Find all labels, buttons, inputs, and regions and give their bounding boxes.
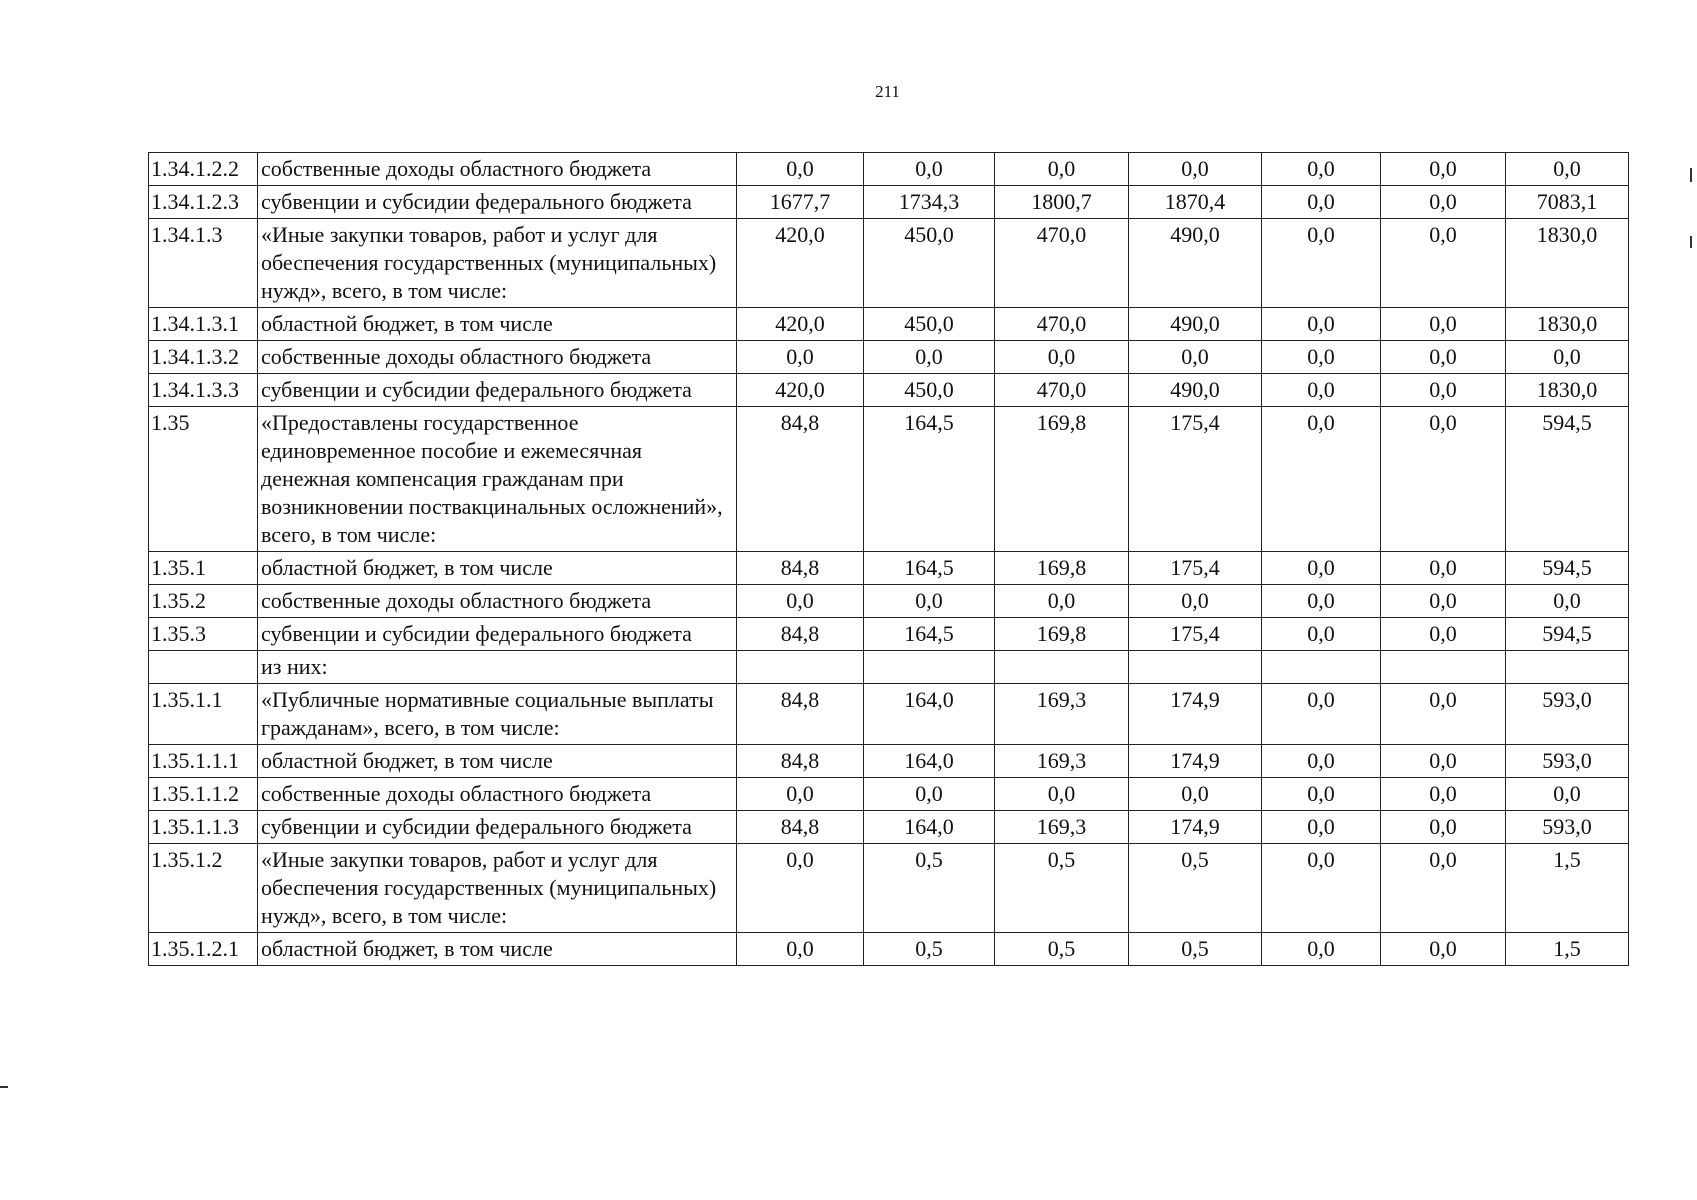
row-value-col-3: 0,5 xyxy=(995,933,1129,966)
table-row xyxy=(149,585,1629,618)
row-value-col-3: 470,0 xyxy=(995,308,1129,341)
row-value-col-1: 84,8 xyxy=(737,684,864,745)
row-value-col-1: 420,0 xyxy=(737,308,864,341)
table-row xyxy=(149,407,1629,552)
row-value-col-1: 84,8 xyxy=(737,407,864,552)
row-description: «Предоставлены государственное единовременное пособие и ежемесячная денежная компенсация гражданам при возникновении поствакцинальных осложнений», всего, в том числе: xyxy=(258,407,737,552)
row-code: 1.35.1.1 xyxy=(149,684,258,745)
row-description: областной бюджет, в том числе xyxy=(258,552,737,585)
row-value-col-6: 0,0 xyxy=(1381,552,1506,585)
row-value-col-6: 0,0 xyxy=(1381,219,1506,308)
row-value-col-7: 0,0 xyxy=(1506,153,1629,186)
row-value-col-1 xyxy=(737,651,864,684)
row-value-col-6: 0,0 xyxy=(1381,745,1506,778)
row-value-col-5 xyxy=(1262,651,1381,684)
row-value-col-2: 164,0 xyxy=(864,811,995,844)
table-row xyxy=(149,933,1629,966)
row-description: «Публичные нормативные социальные выплаты гражданам», всего, в том числе: xyxy=(258,684,737,745)
row-value-col-1: 1677,7 xyxy=(737,186,864,219)
row-value-col-2: 1734,3 xyxy=(864,186,995,219)
row-value-col-6: 0,0 xyxy=(1381,618,1506,651)
row-value-col-6: 0,0 xyxy=(1381,407,1506,552)
row-code: 1.35.1.2.1 xyxy=(149,933,258,966)
row-value-col-6: 0,0 xyxy=(1381,186,1506,219)
row-value-col-2: 0,0 xyxy=(864,585,995,618)
row-value-col-4: 0,0 xyxy=(1129,341,1262,374)
row-value-col-1: 0,0 xyxy=(737,933,864,966)
row-value-col-5: 0,0 xyxy=(1262,778,1381,811)
row-value-col-5: 0,0 xyxy=(1262,844,1381,933)
row-code: 1.35.1.2 xyxy=(149,844,258,933)
row-value-col-4: 174,9 xyxy=(1129,684,1262,745)
row-code: 1.34.1.3.1 xyxy=(149,308,258,341)
table-row xyxy=(149,811,1629,844)
row-code: 1.34.1.3.3 xyxy=(149,374,258,407)
row-code: 1.35.3 xyxy=(149,618,258,651)
row-value-col-4: 175,4 xyxy=(1129,552,1262,585)
row-value-col-7: 0,0 xyxy=(1506,585,1629,618)
row-value-col-7: 593,0 xyxy=(1506,745,1629,778)
row-value-col-7: 593,0 xyxy=(1506,811,1629,844)
row-value-col-5: 0,0 xyxy=(1262,407,1381,552)
row-value-col-2: 164,0 xyxy=(864,684,995,745)
row-value-col-7: 593,0 xyxy=(1506,684,1629,745)
row-value-col-2: 164,5 xyxy=(864,407,995,552)
row-value-col-5: 0,0 xyxy=(1262,933,1381,966)
row-value-col-1: 84,8 xyxy=(737,552,864,585)
table-row xyxy=(149,778,1629,811)
row-value-col-5: 0,0 xyxy=(1262,374,1381,407)
row-value-col-3: 470,0 xyxy=(995,374,1129,407)
page-number: 211 xyxy=(875,82,900,101)
row-description: субвенции и субсидии федерального бюджета xyxy=(258,618,737,651)
row-value-col-4: 0,5 xyxy=(1129,933,1262,966)
row-value-col-2 xyxy=(864,651,995,684)
table-row xyxy=(149,308,1629,341)
row-code: 1.35 xyxy=(149,407,258,552)
row-value-col-1: 0,0 xyxy=(737,341,864,374)
row-value-col-6: 0,0 xyxy=(1381,341,1506,374)
row-value-col-2: 164,0 xyxy=(864,745,995,778)
table-row xyxy=(149,618,1629,651)
table-row xyxy=(149,374,1629,407)
row-value-col-2: 0,0 xyxy=(864,778,995,811)
row-code: 1.34.1.3 xyxy=(149,219,258,308)
row-description: субвенции и субсидии федерального бюджета xyxy=(258,186,737,219)
row-value-col-5: 0,0 xyxy=(1262,341,1381,374)
row-value-col-4: 0,0 xyxy=(1129,585,1262,618)
budget-table xyxy=(148,152,1629,966)
row-value-col-5: 0,0 xyxy=(1262,186,1381,219)
row-value-col-6: 0,0 xyxy=(1381,153,1506,186)
row-value-col-2: 450,0 xyxy=(864,219,995,308)
table-row xyxy=(149,552,1629,585)
row-value-col-3: 0,0 xyxy=(995,341,1129,374)
row-value-col-4: 0,5 xyxy=(1129,844,1262,933)
row-value-col-5: 0,0 xyxy=(1262,585,1381,618)
row-value-col-4: 174,9 xyxy=(1129,811,1262,844)
row-value-col-7: 0,0 xyxy=(1506,341,1629,374)
row-code: 1.34.1.2.3 xyxy=(149,186,258,219)
row-value-col-3: 0,5 xyxy=(995,844,1129,933)
row-value-col-1: 420,0 xyxy=(737,374,864,407)
table-row xyxy=(149,684,1629,745)
row-value-col-1: 84,8 xyxy=(737,811,864,844)
row-value-col-6 xyxy=(1381,651,1506,684)
row-description: областной бюджет, в том числе xyxy=(258,308,737,341)
table-row xyxy=(149,745,1629,778)
row-value-col-2: 450,0 xyxy=(864,374,995,407)
row-value-col-2: 0,0 xyxy=(864,153,995,186)
row-value-col-1: 0,0 xyxy=(737,778,864,811)
row-value-col-7: 1830,0 xyxy=(1506,308,1629,341)
row-value-col-4: 490,0 xyxy=(1129,374,1262,407)
row-value-col-7: 7083,1 xyxy=(1506,186,1629,219)
row-value-col-6: 0,0 xyxy=(1381,585,1506,618)
table-row xyxy=(149,186,1629,219)
row-value-col-7 xyxy=(1506,651,1629,684)
edge-mark xyxy=(0,1086,8,1088)
edge-mark xyxy=(1690,168,1692,182)
row-description: областной бюджет, в том числе xyxy=(258,745,737,778)
row-value-col-7: 594,5 xyxy=(1506,618,1629,651)
row-description: субвенции и субсидии федерального бюджета xyxy=(258,374,737,407)
row-value-col-2: 0,0 xyxy=(864,341,995,374)
row-value-col-2: 164,5 xyxy=(864,552,995,585)
row-value-col-4: 174,9 xyxy=(1129,745,1262,778)
row-value-col-3: 169,3 xyxy=(995,811,1129,844)
row-value-col-3 xyxy=(995,651,1129,684)
row-value-col-5: 0,0 xyxy=(1262,153,1381,186)
row-value-col-3: 1800,7 xyxy=(995,186,1129,219)
row-value-col-2: 450,0 xyxy=(864,308,995,341)
row-value-col-3: 169,8 xyxy=(995,618,1129,651)
row-value-col-1: 0,0 xyxy=(737,844,864,933)
row-description: «Иные закупки товаров, работ и услуг для обеспечения государственных (муниципальных) нужд», всего, в том числе: xyxy=(258,219,737,308)
row-value-col-7: 594,5 xyxy=(1506,407,1629,552)
row-code: 1.35.1.1.2 xyxy=(149,778,258,811)
row-description: собственные доходы областного бюджета xyxy=(258,778,737,811)
row-value-col-1: 0,0 xyxy=(737,585,864,618)
row-value-col-3: 0,0 xyxy=(995,778,1129,811)
row-value-col-5: 0,0 xyxy=(1262,811,1381,844)
row-value-col-5: 0,0 xyxy=(1262,219,1381,308)
table-row xyxy=(149,341,1629,374)
row-value-col-5: 0,0 xyxy=(1262,552,1381,585)
row-code: 1.34.1.3.2 xyxy=(149,341,258,374)
row-code: 1.34.1.2.2 xyxy=(149,153,258,186)
row-value-col-6: 0,0 xyxy=(1381,933,1506,966)
row-code: 1.35.2 xyxy=(149,585,258,618)
row-value-col-4: 490,0 xyxy=(1129,219,1262,308)
row-value-col-4 xyxy=(1129,651,1262,684)
row-value-col-5: 0,0 xyxy=(1262,684,1381,745)
row-value-col-7: 1,5 xyxy=(1506,844,1629,933)
row-value-col-4: 490,0 xyxy=(1129,308,1262,341)
row-value-col-3: 169,8 xyxy=(995,552,1129,585)
row-value-col-5: 0,0 xyxy=(1262,308,1381,341)
row-value-col-3: 0,0 xyxy=(995,585,1129,618)
row-value-col-7: 1830,0 xyxy=(1506,219,1629,308)
row-value-col-1: 84,8 xyxy=(737,618,864,651)
row-description: из них: xyxy=(258,651,737,684)
row-value-col-3: 169,3 xyxy=(995,684,1129,745)
row-value-col-7: 1,5 xyxy=(1506,933,1629,966)
row-value-col-4: 1870,4 xyxy=(1129,186,1262,219)
row-value-col-7: 594,5 xyxy=(1506,552,1629,585)
table-row xyxy=(149,153,1629,186)
row-value-col-6: 0,0 xyxy=(1381,684,1506,745)
row-value-col-2: 0,5 xyxy=(864,933,995,966)
row-code xyxy=(149,651,258,684)
row-value-col-5: 0,0 xyxy=(1262,618,1381,651)
row-value-col-1: 0,0 xyxy=(737,153,864,186)
row-value-col-6: 0,0 xyxy=(1381,778,1506,811)
row-value-col-1: 84,8 xyxy=(737,745,864,778)
row-description: собственные доходы областного бюджета xyxy=(258,153,737,186)
row-value-col-3: 169,3 xyxy=(995,745,1129,778)
row-description: собственные доходы областного бюджета xyxy=(258,341,737,374)
row-value-col-3: 470,0 xyxy=(995,219,1129,308)
row-description: «Иные закупки товаров, работ и услуг для обеспечения государственных (муниципальных) нужд», всего, в том числе: xyxy=(258,844,737,933)
row-value-col-4: 175,4 xyxy=(1129,618,1262,651)
row-value-col-2: 164,5 xyxy=(864,618,995,651)
row-description: собственные доходы областного бюджета xyxy=(258,585,737,618)
row-value-col-6: 0,0 xyxy=(1381,374,1506,407)
row-value-col-6: 0,0 xyxy=(1381,844,1506,933)
row-value-col-3: 0,0 xyxy=(995,153,1129,186)
row-description: субвенции и субсидии федерального бюджета xyxy=(258,811,737,844)
row-value-col-5: 0,0 xyxy=(1262,745,1381,778)
edge-mark xyxy=(1690,236,1692,248)
row-value-col-3: 169,8 xyxy=(995,407,1129,552)
row-code: 1.35.1.1.3 xyxy=(149,811,258,844)
table-row xyxy=(149,844,1629,933)
row-value-col-7: 0,0 xyxy=(1506,778,1629,811)
row-value-col-4: 0,0 xyxy=(1129,778,1262,811)
row-description: областной бюджет, в том числе xyxy=(258,933,737,966)
table-row xyxy=(149,219,1629,308)
row-value-col-6: 0,0 xyxy=(1381,308,1506,341)
row-value-col-1: 420,0 xyxy=(737,219,864,308)
row-code: 1.35.1 xyxy=(149,552,258,585)
row-value-col-4: 175,4 xyxy=(1129,407,1262,552)
row-value-col-6: 0,0 xyxy=(1381,811,1506,844)
row-code: 1.35.1.1.1 xyxy=(149,745,258,778)
row-value-col-4: 0,0 xyxy=(1129,153,1262,186)
row-value-col-2: 0,5 xyxy=(864,844,995,933)
table-row xyxy=(149,651,1629,684)
row-value-col-7: 1830,0 xyxy=(1506,374,1629,407)
